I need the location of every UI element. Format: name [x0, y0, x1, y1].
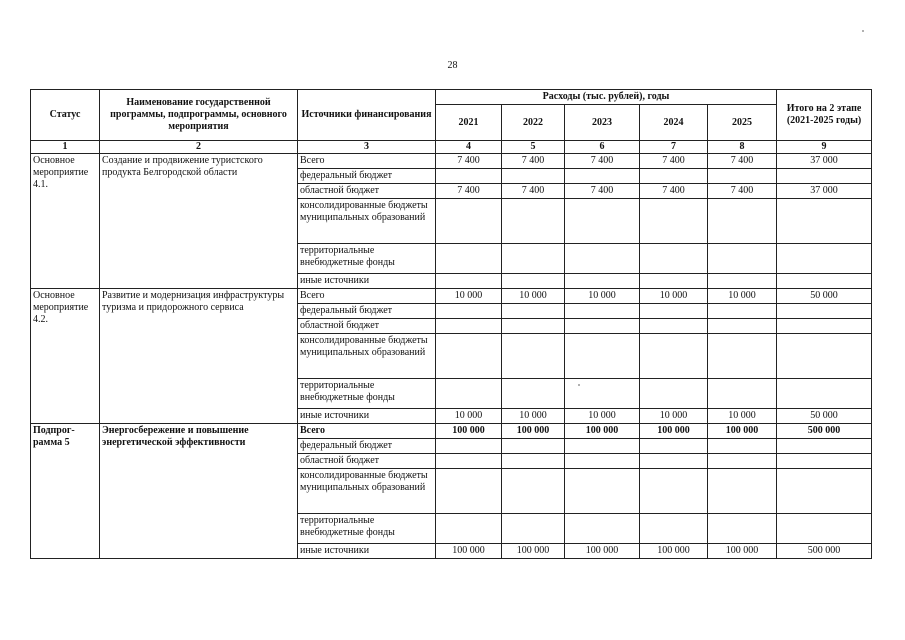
- column-number: 7: [640, 141, 708, 154]
- value-cell: [708, 334, 777, 379]
- value-cell: [565, 439, 640, 454]
- total-cell: [777, 304, 872, 319]
- value-cell: [640, 319, 708, 334]
- value-cell: [708, 514, 777, 544]
- value-cell: [565, 454, 640, 469]
- source-cell: федеральный бюджет: [298, 304, 436, 319]
- value-cell: 100 000: [436, 424, 502, 439]
- total-cell: 500 000: [777, 424, 872, 439]
- value-cell: [502, 379, 565, 409]
- value-cell: [436, 439, 502, 454]
- source-cell: областной бюджет: [298, 319, 436, 334]
- value-cell: 7 400: [565, 184, 640, 199]
- source-cell: территориальные внебюджетные фонды: [298, 379, 436, 409]
- value-cell: [640, 469, 708, 514]
- value-cell: [708, 169, 777, 184]
- value-cell: 100 000: [640, 544, 708, 559]
- total-cell: [777, 169, 872, 184]
- total-cell: [777, 274, 872, 289]
- source-cell: территориальные внебюджетные фонды: [298, 244, 436, 274]
- value-cell: 7 400: [502, 184, 565, 199]
- value-cell: [708, 199, 777, 244]
- value-cell: [708, 469, 777, 514]
- value-cell: 100 000: [708, 424, 777, 439]
- header-year: 2022: [502, 105, 565, 141]
- value-cell: 100 000: [708, 544, 777, 559]
- source-cell: федеральный бюджет: [298, 169, 436, 184]
- value-cell: [708, 304, 777, 319]
- value-cell: [640, 334, 708, 379]
- value-cell: [502, 169, 565, 184]
- column-number: 5: [502, 141, 565, 154]
- total-cell: 50 000: [777, 289, 872, 304]
- value-cell: [708, 379, 777, 409]
- value-cell: [502, 334, 565, 379]
- total-cell: [777, 379, 872, 409]
- value-cell: [565, 274, 640, 289]
- value-cell: [708, 274, 777, 289]
- status-cell: Основное мероприятие 4.1.: [31, 154, 100, 289]
- total-cell: 37 000: [777, 184, 872, 199]
- value-cell: [565, 514, 640, 544]
- table-row: [31, 424, 872, 439]
- header-expenses: Расходы (тыс. рублей), годы: [436, 90, 777, 105]
- value-cell: [436, 334, 502, 379]
- source-cell: иные источники: [298, 544, 436, 559]
- value-cell: 7 400: [640, 184, 708, 199]
- value-cell: [640, 244, 708, 274]
- value-cell: 10 000: [565, 409, 640, 424]
- header-year: 2024: [640, 105, 708, 141]
- value-cell: [436, 274, 502, 289]
- value-cell: [436, 454, 502, 469]
- source-cell: территориальные внебюджетные фонды: [298, 514, 436, 544]
- value-cell: [708, 439, 777, 454]
- total-cell: [777, 199, 872, 244]
- value-cell: [565, 379, 640, 409]
- value-cell: [436, 319, 502, 334]
- value-cell: [436, 514, 502, 544]
- name-cell: Создание и продвижение туристского продукта Белгородской области: [100, 154, 298, 289]
- value-cell: [502, 244, 565, 274]
- column-number: 3: [298, 141, 436, 154]
- value-cell: 7 400: [708, 184, 777, 199]
- value-cell: 7 400: [436, 184, 502, 199]
- column-number: 4: [436, 141, 502, 154]
- value-cell: 100 000: [502, 424, 565, 439]
- value-cell: [640, 454, 708, 469]
- total-cell: 37 000: [777, 154, 872, 169]
- source-cell: Всего: [298, 154, 436, 169]
- total-cell: [777, 334, 872, 379]
- source-cell: областной бюджет: [298, 454, 436, 469]
- value-cell: 100 000: [502, 544, 565, 559]
- status-cell: Основное мероприятие 4.2.: [31, 289, 100, 424]
- source-cell: федеральный бюджет: [298, 439, 436, 454]
- source-cell: Всего: [298, 289, 436, 304]
- scan-speck: [862, 30, 864, 32]
- source-cell: иные источники: [298, 274, 436, 289]
- value-cell: [502, 469, 565, 514]
- value-cell: [502, 319, 565, 334]
- table-body: [31, 154, 872, 559]
- value-cell: [565, 169, 640, 184]
- value-cell: [640, 379, 708, 409]
- value-cell: 10 000: [640, 289, 708, 304]
- total-cell: [777, 469, 872, 514]
- value-cell: [565, 469, 640, 514]
- value-cell: 100 000: [436, 544, 502, 559]
- value-cell: 10 000: [502, 289, 565, 304]
- value-cell: 10 000: [565, 289, 640, 304]
- header-year: 2025: [708, 105, 777, 141]
- value-cell: [708, 319, 777, 334]
- source-cell: иные источники: [298, 409, 436, 424]
- value-cell: [436, 199, 502, 244]
- value-cell: 10 000: [640, 409, 708, 424]
- total-cell: [777, 439, 872, 454]
- total-cell: [777, 319, 872, 334]
- value-cell: [502, 199, 565, 244]
- value-cell: [565, 244, 640, 274]
- source-cell: консолидированные бюджеты муниципальных образований: [298, 469, 436, 514]
- value-cell: 10 000: [708, 409, 777, 424]
- expenses-table: [30, 89, 872, 559]
- table-row: [31, 154, 872, 169]
- column-number: 1: [31, 141, 100, 154]
- value-cell: 7 400: [708, 154, 777, 169]
- total-cell: [777, 244, 872, 274]
- header-year: 2021: [436, 105, 502, 141]
- header-year: 2023: [565, 105, 640, 141]
- value-cell: 10 000: [502, 409, 565, 424]
- value-cell: [640, 274, 708, 289]
- total-cell: 500 000: [777, 544, 872, 559]
- value-cell: 100 000: [640, 424, 708, 439]
- total-cell: 50 000: [777, 409, 872, 424]
- total-cell: [777, 514, 872, 544]
- value-cell: [565, 199, 640, 244]
- value-cell: [436, 304, 502, 319]
- page-number: 28: [447, 60, 458, 71]
- value-cell: [502, 514, 565, 544]
- value-cell: [640, 304, 708, 319]
- column-number: 9: [777, 141, 872, 154]
- total-cell: [777, 454, 872, 469]
- value-cell: [436, 169, 502, 184]
- value-cell: 7 400: [640, 154, 708, 169]
- value-cell: 7 400: [502, 154, 565, 169]
- table-header: [31, 90, 872, 154]
- value-cell: [708, 244, 777, 274]
- value-cell: [502, 274, 565, 289]
- value-cell: [436, 379, 502, 409]
- header-total: Итого на 2 этапе (2021-2025 годы): [777, 90, 872, 141]
- value-cell: [502, 304, 565, 319]
- name-cell: Развитие и модернизация инфраструктуры туризма и придорожного сервиса: [100, 289, 298, 424]
- column-number: 6: [565, 141, 640, 154]
- value-cell: [436, 244, 502, 274]
- header-sources: Источники финансирования: [298, 90, 436, 141]
- header-status: Статус: [31, 90, 100, 141]
- value-cell: 100 000: [565, 424, 640, 439]
- value-cell: [708, 454, 777, 469]
- value-cell: [502, 454, 565, 469]
- value-cell: [640, 439, 708, 454]
- column-number: 2: [100, 141, 298, 154]
- value-cell: 100 000: [565, 544, 640, 559]
- status-cell: Подпрог-рамма 5: [31, 424, 100, 559]
- source-cell: консолидированные бюджеты муниципальных образований: [298, 199, 436, 244]
- name-cell: Энергосбережение и повышение энергетической эффективности: [100, 424, 298, 559]
- value-cell: [565, 319, 640, 334]
- table-row: [31, 289, 872, 304]
- column-number: 8: [708, 141, 777, 154]
- value-cell: [502, 439, 565, 454]
- value-cell: 10 000: [708, 289, 777, 304]
- value-cell: 7 400: [436, 154, 502, 169]
- value-cell: 10 000: [436, 409, 502, 424]
- value-cell: 7 400: [565, 154, 640, 169]
- value-cell: [565, 334, 640, 379]
- source-cell: Всего: [298, 424, 436, 439]
- header-name: Наименование государственной программы, подпрограммы, основного мероприятия: [100, 90, 298, 141]
- value-cell: [640, 514, 708, 544]
- value-cell: [640, 169, 708, 184]
- source-cell: консолидированные бюджеты муниципальных образований: [298, 334, 436, 379]
- value-cell: [436, 469, 502, 514]
- value-cell: [640, 199, 708, 244]
- source-cell: областной бюджет: [298, 184, 436, 199]
- value-cell: 10 000: [436, 289, 502, 304]
- value-cell: [565, 304, 640, 319]
